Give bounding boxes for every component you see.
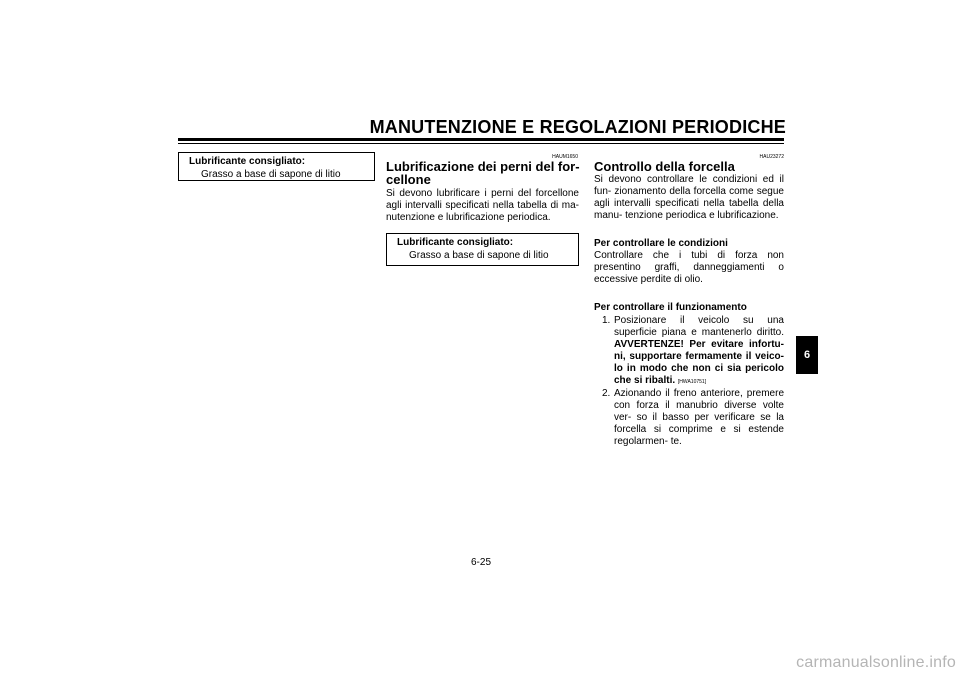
swingarm-body: Si devono lubrificare i perni del forcellone agli intervalli specificati nella tabella di ma- nutenzione e lubrificazione periodica. bbox=[386, 188, 579, 223]
step-item bbox=[594, 388, 784, 448]
function-heading: Per controllare il funzionamento bbox=[594, 302, 747, 313]
condition-text: Controllare che i tubi di forza non presentino graffi, danneggiamenti o eccessive perdite di olio. bbox=[594, 250, 784, 285]
middle-lubricant-label: Lubrificante consigliato: bbox=[397, 237, 514, 248]
function-heading-wrap bbox=[594, 302, 784, 314]
function-steps bbox=[594, 315, 784, 448]
header-rule-thin bbox=[178, 143, 784, 144]
condition-heading: Per controllare le condizioni bbox=[594, 238, 728, 249]
step-text: Azionando il freno anteriore, premere con forza il manubrio diverse volte ver- so il basso per verificare se la forcella si comprime e si estende regolarmen- te. bbox=[614, 388, 784, 447]
swingarm-heading bbox=[386, 160, 586, 186]
swingarm-heading-line2: cellone bbox=[386, 172, 431, 187]
step-number: 1. bbox=[602, 315, 611, 326]
watermark: carmanualsonline.info bbox=[796, 654, 956, 671]
right-section-code: HAU23272 bbox=[759, 154, 784, 160]
chapter-tab: 6 bbox=[796, 336, 818, 374]
header-rule-thick bbox=[178, 138, 784, 141]
page-title: MANUTENZIONE E REGOLAZIONI PERIODICHE bbox=[369, 117, 786, 137]
middle-lubricant-value: Grasso a base di sapone di litio bbox=[409, 249, 549, 261]
middle-lubricant-box bbox=[386, 233, 579, 266]
left-lubricant-label: Lubrificante consigliato: bbox=[189, 156, 306, 167]
step-warning: AVVERTENZE! Per evitare infortu- ni, supportare fermamente il veico- lo in modo che non ci sia pericolo che si ribalti. bbox=[614, 339, 784, 386]
left-lubricant-value: Grasso a base di sapone di litio bbox=[201, 168, 341, 180]
warning-ref-code: [HWA10751] bbox=[677, 379, 707, 385]
condition-section bbox=[594, 238, 784, 286]
swingarm-heading-line1: Lubrificazione dei perni del for- bbox=[386, 159, 580, 174]
step-number: 2. bbox=[602, 388, 611, 399]
step-text: Posizionare il veicolo su una superficie piana e mantenerlo diritto. bbox=[614, 315, 784, 338]
left-lubricant-box bbox=[178, 152, 375, 181]
step-item bbox=[594, 315, 784, 388]
fork-heading: Controllo della forcella bbox=[594, 159, 735, 174]
fork-intro: Si devono controllare le condizioni ed il fun- zionamento della forcella come segue agli intervalli specificati nella tabella della manu- tenzione periodica e lubrificazione. bbox=[594, 174, 784, 221]
page-number: 6-25 bbox=[470, 557, 491, 568]
middle-section-code: HAUM1650 bbox=[552, 154, 578, 160]
